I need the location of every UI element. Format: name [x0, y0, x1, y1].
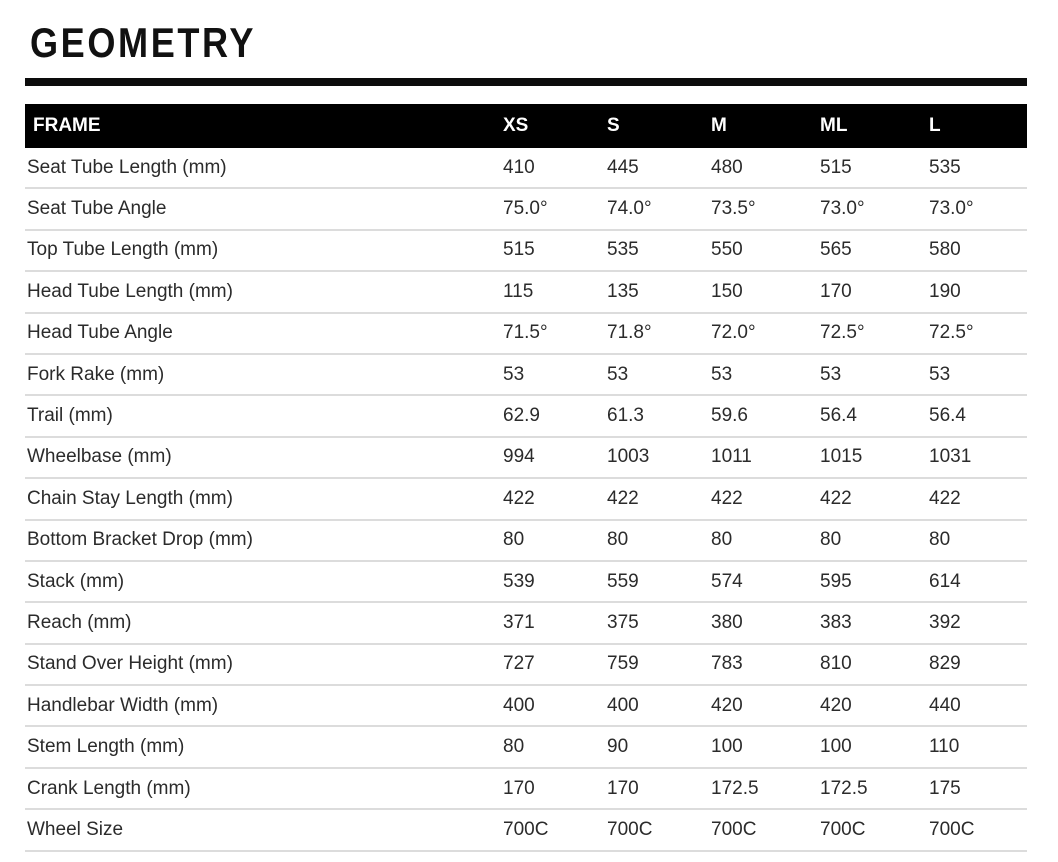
cell-value: 700C [929, 809, 1027, 850]
cell-value: 135 [607, 271, 711, 312]
cell-value: 190 [929, 271, 1027, 312]
cell-value: 74.0° [607, 188, 711, 229]
cell-value: 53 [929, 354, 1027, 395]
cell-value: 56.4 [820, 395, 929, 436]
cell-value: 80 [929, 520, 1027, 561]
cell-value: 80 [503, 520, 607, 561]
cell-value: 422 [711, 478, 820, 519]
cell-value: 170 [503, 768, 607, 809]
table-row [25, 354, 1027, 395]
table-row [25, 726, 1027, 767]
cell-value: 53 [711, 354, 820, 395]
cell-value: 420 [820, 685, 929, 726]
cell-value: 595 [820, 561, 929, 602]
table-row [25, 520, 1027, 561]
geometry-table [25, 104, 1027, 852]
cell-value: 100 [820, 726, 929, 767]
cell-value: 150 [711, 271, 820, 312]
table-row [25, 809, 1027, 850]
col-header-size-l: L [929, 104, 1027, 148]
cell-value: 53 [503, 354, 607, 395]
cell-value: 80 [503, 726, 607, 767]
cell-value: 445 [607, 148, 711, 188]
table-row [25, 437, 1027, 478]
cell-value: 759 [607, 644, 711, 685]
row-label: Wheel Size [25, 809, 503, 850]
cell-value: 170 [820, 271, 929, 312]
table-row [25, 271, 1027, 312]
table-row [25, 478, 1027, 519]
cell-value: 727 [503, 644, 607, 685]
cell-value: 1003 [607, 437, 711, 478]
table-row [25, 313, 1027, 354]
cell-value: 59.6 [711, 395, 820, 436]
cell-value: 90 [607, 726, 711, 767]
col-header-size-xs: XS [503, 104, 607, 148]
cell-value: 80 [607, 520, 711, 561]
cell-value: 72.5° [820, 313, 929, 354]
cell-value: 53 [607, 354, 711, 395]
row-label: Handlebar Width (mm) [25, 685, 503, 726]
row-label: Crank Length (mm) [25, 768, 503, 809]
cell-value: 53 [820, 354, 929, 395]
col-header-size-ml: ML [820, 104, 929, 148]
row-label: Bottom Bracket Drop (mm) [25, 520, 503, 561]
cell-value: 810 [820, 644, 929, 685]
page-title: GEOMETRY [30, 19, 257, 66]
cell-value: 73.5° [711, 188, 820, 229]
cell-value: 539 [503, 561, 607, 602]
cell-value: 1011 [711, 437, 820, 478]
geometry-table-body [25, 148, 1027, 851]
table-row [25, 188, 1027, 229]
cell-value: 73.0° [820, 188, 929, 229]
cell-value: 783 [711, 644, 820, 685]
cell-value: 410 [503, 148, 607, 188]
row-label: Chain Stay Length (mm) [25, 478, 503, 519]
cell-value: 392 [929, 602, 1027, 643]
row-label: Head Tube Angle [25, 313, 503, 354]
cell-value: 72.0° [711, 313, 820, 354]
cell-value: 422 [820, 478, 929, 519]
cell-value: 75.0° [503, 188, 607, 229]
row-label: Seat Tube Angle [25, 188, 503, 229]
cell-value: 559 [607, 561, 711, 602]
cell-value: 383 [820, 602, 929, 643]
row-label: Stem Length (mm) [25, 726, 503, 767]
cell-value: 380 [711, 602, 820, 643]
cell-value: 175 [929, 768, 1027, 809]
cell-value: 700C [820, 809, 929, 850]
cell-value: 700C [503, 809, 607, 850]
cell-value: 100 [711, 726, 820, 767]
table-row [25, 230, 1027, 271]
table-row [25, 148, 1027, 188]
cell-value: 422 [503, 478, 607, 519]
table-row [25, 644, 1027, 685]
cell-value: 172.5 [820, 768, 929, 809]
cell-value: 400 [503, 685, 607, 726]
cell-value: 422 [607, 478, 711, 519]
cell-value: 1031 [929, 437, 1027, 478]
cell-value: 700C [607, 809, 711, 850]
cell-value: 62.9 [503, 395, 607, 436]
col-header-size-s: S [607, 104, 711, 148]
cell-value: 72.5° [929, 313, 1027, 354]
geometry-table-header [25, 104, 1027, 148]
cell-value: 110 [929, 726, 1027, 767]
cell-value: 170 [607, 768, 711, 809]
cell-value: 829 [929, 644, 1027, 685]
cell-value: 371 [503, 602, 607, 643]
table-row [25, 685, 1027, 726]
cell-value: 420 [711, 685, 820, 726]
cell-value: 550 [711, 230, 820, 271]
cell-value: 1015 [820, 437, 929, 478]
row-label: Top Tube Length (mm) [25, 230, 503, 271]
col-header-frame: FRAME [25, 104, 503, 148]
table-row [25, 561, 1027, 602]
cell-value: 574 [711, 561, 820, 602]
cell-value: 565 [820, 230, 929, 271]
row-label: Wheelbase (mm) [25, 437, 503, 478]
row-label: Reach (mm) [25, 602, 503, 643]
cell-value: 440 [929, 685, 1027, 726]
table-row [25, 768, 1027, 809]
cell-value: 422 [929, 478, 1027, 519]
col-header-size-m: M [711, 104, 820, 148]
cell-value: 400 [607, 685, 711, 726]
header-row [25, 104, 1027, 148]
cell-value: 515 [820, 148, 929, 188]
row-label: Seat Tube Length (mm) [25, 148, 503, 188]
cell-value: 61.3 [607, 395, 711, 436]
cell-value: 580 [929, 230, 1027, 271]
cell-value: 71.5° [503, 313, 607, 354]
cell-value: 515 [503, 230, 607, 271]
row-label: Trail (mm) [25, 395, 503, 436]
cell-value: 172.5 [711, 768, 820, 809]
table-row [25, 602, 1027, 643]
table-row [25, 395, 1027, 436]
cell-value: 994 [503, 437, 607, 478]
cell-value: 73.0° [929, 188, 1027, 229]
row-label: Stand Over Height (mm) [25, 644, 503, 685]
row-label: Head Tube Length (mm) [25, 271, 503, 312]
row-label: Stack (mm) [25, 561, 503, 602]
cell-value: 115 [503, 271, 607, 312]
row-label: Fork Rake (mm) [25, 354, 503, 395]
cell-value: 375 [607, 602, 711, 643]
cell-value: 535 [929, 148, 1027, 188]
cell-value: 56.4 [929, 395, 1027, 436]
cell-value: 614 [929, 561, 1027, 602]
cell-value: 80 [711, 520, 820, 561]
title-rule-divider [25, 78, 1027, 86]
cell-value: 480 [711, 148, 820, 188]
cell-value: 700C [711, 809, 820, 850]
cell-value: 80 [820, 520, 929, 561]
cell-value: 535 [607, 230, 711, 271]
cell-value: 71.8° [607, 313, 711, 354]
